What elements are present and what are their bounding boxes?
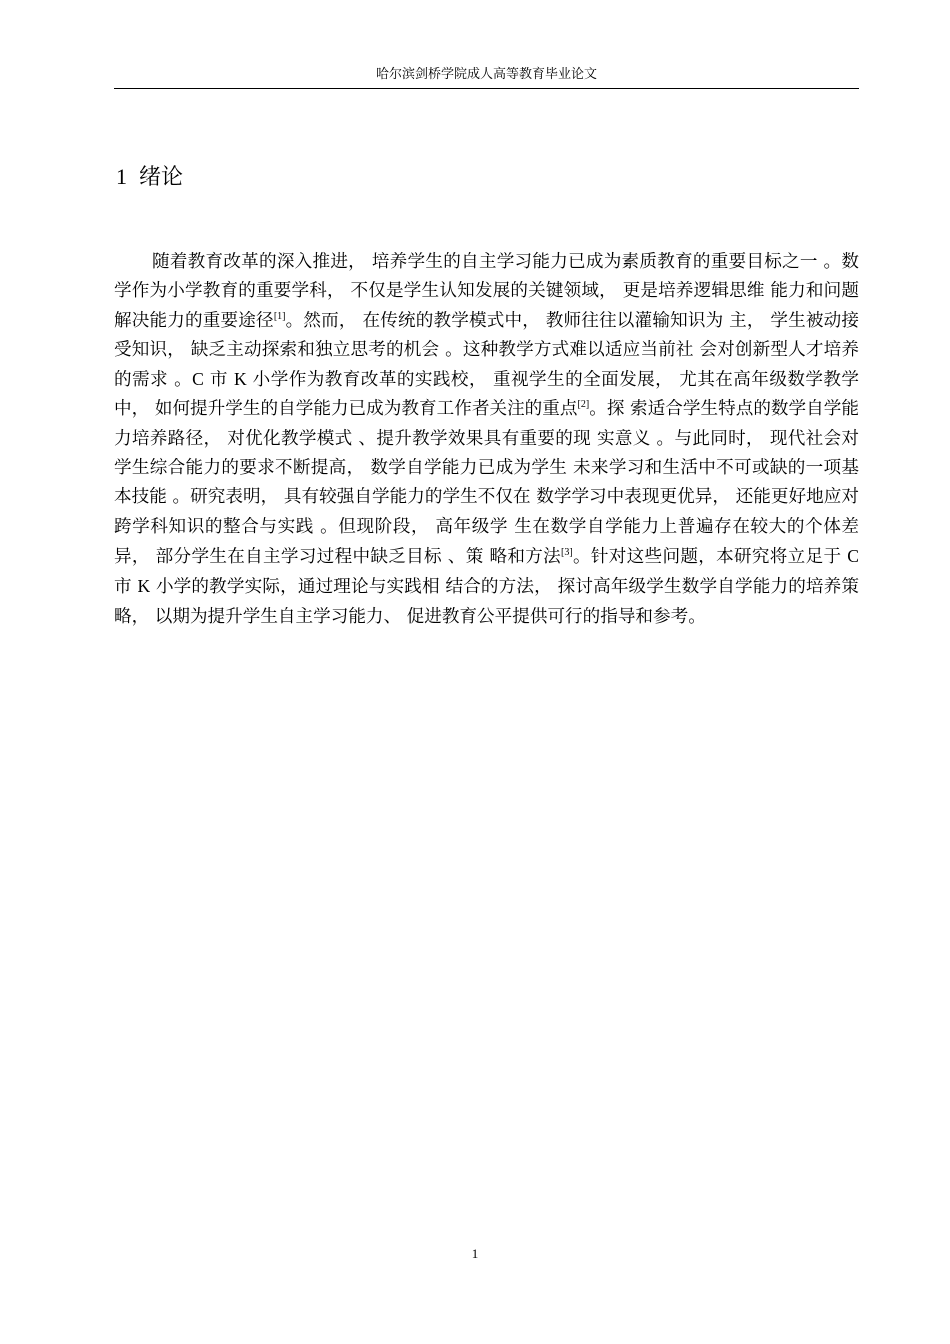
school-letter: K [233, 369, 247, 390]
chapter-number: 1 [116, 164, 127, 189]
introduction-paragraph [114, 248, 859, 632]
city-letter: C [847, 545, 859, 566]
paragraph-text: 。然而， 在传统的教学模式中， 教师往往以灌输知识为 主， 学生被动接受知识， 缺乏主动探索和独立思考的机会 。这种教学方式难以适应当前社 会对创新型人才培养的需求 。 [114, 310, 859, 391]
paragraph-text: 小学的教学实际，通过理论与实践相 结合的方法， 探讨高年级学生数学自学能力的培养策略， 以期为提升学生自主学习能力、 促进教育公平提供可行的指导和参考。 [114, 577, 859, 627]
citation-ref-1: [1] [273, 310, 286, 322]
paragraph-text: 随着教育改革的深入推进， 培养学生的自主学习能力已成为素质教育的重要目标之一 。数学作为小学教育的重要学科， 不仅是学生认知发展的关键领域， 更是培养逻辑思维 能力和问题解决能力的重要途径 [114, 252, 859, 331]
page-number: 1 [471, 1246, 479, 1261]
citation-ref-3: [3] [561, 547, 573, 559]
chapter-title: 绪论 [139, 165, 184, 190]
chapter-heading [116, 160, 183, 195]
paragraph-text: 。探 索适合学生特点的数学自学能力培养路径， 对优化教学模式 、提升教学效果具有重要的现 实意义 。与此同时， 现代社会对学生综合能力的要求不断提高， 数学自学能力已成为学生 未来学习和生活中不可或缺的一项基本技能 。研究表明， 具有较强自学能力的学生不仅在 数学学习中表现更优异， 还能更好地应对跨学科知识的整合与实践 。但现阶段， 高年级学 生在数学自学能力上普遍存在较大的个体差异， 部分学生在自主学习过程中缺乏目标 、策 略和方法 [114, 399, 859, 567]
paragraph-text: 市 [114, 577, 138, 598]
citation-ref-2: [2] [577, 399, 590, 411]
paragraph-text: 。针对这些问题，本研究将立足于 [572, 546, 848, 567]
page-header: 哈尔滨剑桥学院成人高等教育毕业论文 [114, 62, 859, 89]
city-letter: C [192, 369, 204, 390]
school-letter: K [137, 576, 151, 597]
paragraph-text: 市 [203, 370, 234, 391]
paragraph-text: 小学作为教育改革的实践校， 重视学生的全面发展， 尤其在高年级数学教学中， 如何提升学生的自学能力已成为教育工作者关注的重点 [114, 370, 860, 420]
